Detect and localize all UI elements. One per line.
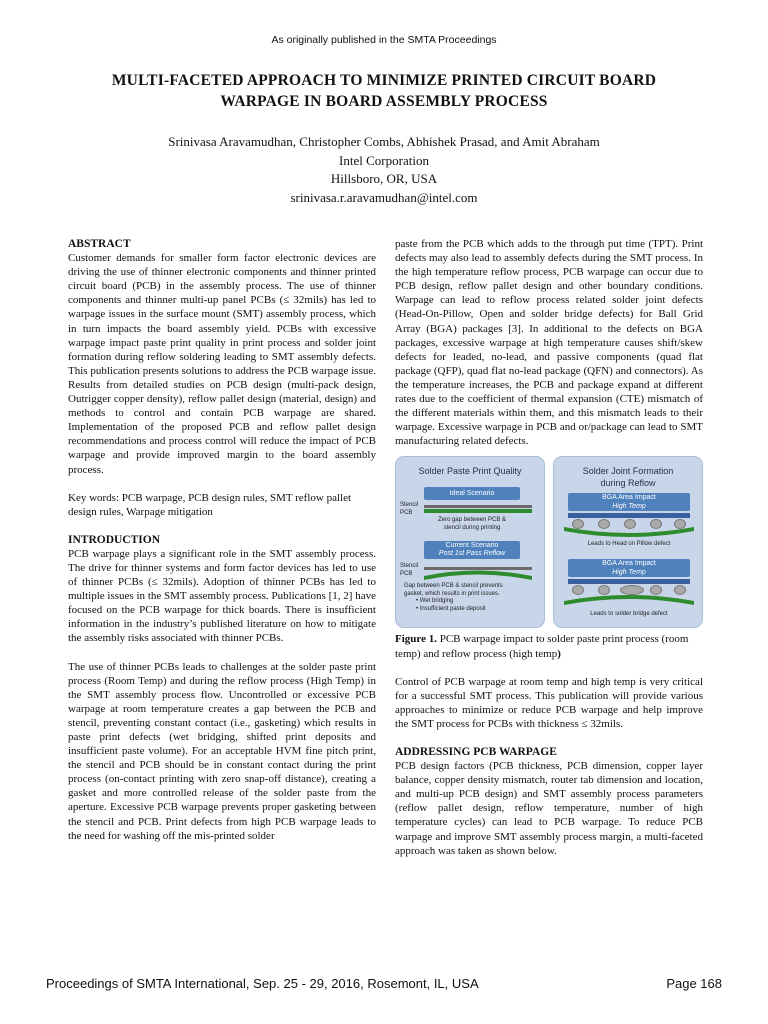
author-org: Intel Corporation [339,152,429,168]
publication-note: As originally published in the SMTA Proceedings [271,34,497,46]
figure-1 [395,456,703,628]
current-scenario-text: Current Scenario [445,542,499,550]
addressing-heading: ADDRESSING PCB WARPAGE [395,745,557,758]
keywords: Key words: PCB warpage, PCB design rules, SMT reflow pallet design rules, Warpage mitigation [68,491,352,518]
figure-caption-label: Figure 1. [395,633,437,646]
author-email: srinivasa.r.aravamudhan@intel.com [290,189,478,205]
right-paragraph-1: paste from the PCB which adds to the through put time (TPT). Print defects may also lead to assembly defects during the SMT process. In the high temperature reflow process, PCB warpage can occur due to PCB design, reflow pallet design and other boundary conditions. Warpage can lead to reflow process related solder joint defects (Head-On-Pillow, Open and solder bridge defects) for Ball Grid Array (BGA) packages [3]. In additional to the defects on BGA packages, excessive warpage at high temperature causes shift/skew defects for leaded, no-lead, and passive components (quad flat package (QFP), quad flat no-lead package (QFN) and connectors). As the temperature increases, the PCB and package expand at different rates due to the coefficient of thermal expansion (CTE) mismatch of the different materials within them, and this mismatch leads to their warpage. Excessive warpage in PCB and or/package can lead to SMT manufacturing related defects. [395,238,703,448]
introduction-heading: INTRODUCTION [68,533,161,546]
joint-title-line-1: Solder Joint Formation [582,466,674,477]
bga-impact-text-1: BGA Area Impact [602,494,656,502]
author-block [0,133,768,207]
page-number: Page 168 [666,976,722,991]
high-temp-text-2: High Temp [612,568,646,576]
introduction-paragraph-2: The use of thinner PCBs leads to challenges at the solder paste print process (Room Temp) and during the reflow process (High Temp) in the SMT assembly process flow. Uncontrolled or excessive PCB warpage at room temperature creates a gap between the PCB and stencil, preventing constant contact (i.e., gasketing) which results in paste print defects (wet bridging, shifted print deposits and insufficient paste volume). For an acceptable HVM fine pitch print, the stencil and PCB should be in constant contact during the print process (on-contact printing with zero snap-off distance), creating a gasket and more controlled release of the solder paste from the aperture. Excessive PCB warpage prevents proper gasketing between the stencil and PCB. Print defects from high PCB warpage leads to the need for washing off the mis-printed solder [68,660,376,842]
author-location: Hillsboro, OR, USA [330,171,438,186]
right-paragraph-2: Control of PCB warpage at room temp and high temp is very critical for a successful SMT process. This publication will provide various approaches to minimize or reduce PCB warpage and help improve the SMT process for PCBs with thickness ≤ 32mils. [395,675,703,730]
print-quality-title: Solder Paste Print Quality [418,466,522,477]
title-line-1: MULTI-FACETED APPROACH TO MINIMIZE PRINTED CIRCUIT BOARD [111,72,657,89]
gap-bullet-1: • Wet bridging [416,598,454,605]
zero-gap-line-2: stencil during printing [443,524,501,531]
figure-caption-end: ) [557,647,561,660]
paper-title [40,70,728,112]
bga-impact-label-1 [568,493,690,511]
abstract-body: Customer demands for smaller form factor electronic devices are driving the use of thinner electronic components and thinner printed circuit board (PCB) in the assembly process. The use of thinner components and thinner multi-up panel PCBs (≤ 32mils) has led to warpage issues in the surface mount (SMT) assembly process, which in turn impacts the board assembly yield. PCBs with excessive warpage impact paste print quality in print process and solder joint formation during reflow soldering leading to SMT assembly defects. This publication presents solutions to address the PCB warpage issue. Results from detailed studies on PCB design (multi-pack design, Outrigger copper density), reflow pallet design (material, design) and methods to control and contain PCB warpage are shared. Implementation of the proposed PCB and reflow pallet design recommendations and process control will reduce the impact of PCB warpage and provide improved margin to the board assembly process. [68,252,376,476]
gap-note-line-2: gasket, which results in print issues. [404,590,500,597]
zero-gap-line-1: Zero gap between PCB & [437,517,507,524]
warped-board-bridge [564,591,694,605]
right-column [395,237,703,858]
print-quality-panel [395,456,545,628]
author-names: Srinivasa Aravamudhan, Christopher Combs, Abhishek Prasad, and Amit Abraham [168,134,600,149]
warped-board-hop [564,525,694,539]
post-pass-text: Post 1st Pass Reflow [438,550,506,558]
bga-impact-label-2 [568,559,690,577]
pcb-label: PCB [400,510,413,517]
bga-impact-text-2: BGA Area Impact [602,560,656,568]
package-bar-2 [568,579,690,584]
introduction-paragraph-1: PCB warpage plays a significant role in the SMT assembly process. The drive for thinner systems and form factor devices has led to use of thinner PCBs (≤ 32mils). Adoption of thinner PCBs has led to multiple issues in the SMT assembly process. Publications [1, 2] have focused on the PCB warpage for thick boards. There is insufficient information in the industry’s published literature on how to mitigate the assembly risks associated with thinner PCBs. [68,547,376,645]
joint-formation-panel [553,456,703,628]
current-scenario-label [424,541,520,559]
stencil-label: Stencil [400,502,419,509]
joint-title-line-2: during Reflow [600,478,656,489]
gap-bullet-2: • Insufficient paste deposit [416,605,486,612]
stencil-bar [424,505,532,508]
pcb-label-2: PCB [400,571,413,578]
hop-defect-note: Leads to Head on Pillow defect [587,541,671,548]
zero-gap-note [416,517,528,532]
warped-pcb-shape [424,567,532,581]
stencil-label-2: Stencil [400,563,419,570]
bridge-defect-note: Leads to solder bridge defect [590,611,668,618]
left-column [68,237,376,843]
figure-caption [395,632,703,660]
title-line-2: WARPAGE IN BOARD ASSEMBLY PROCESS [220,93,548,110]
high-temp-text-1: High Temp [612,502,646,510]
abstract-heading: ABSTRACT [68,238,131,250]
footer-proceedings: Proceedings of SMTA International, Sep. 25 - 29, 2016, Rosemont, IL, USA [46,976,479,991]
package-bar-1 [568,513,690,518]
gap-note-line-1: Gap between PCB & stencil prevents [404,583,503,590]
right-paragraph-3: PCB design factors (PCB thickness, PCB dimension, copper layer balance, copper density mismatch, router tab dimension and location, and multi-up PCB design) and SMT assembly process parameters (reflow pallet design, reflow temperature, number of high temperature cycles) can lead to PCB warpage. To reduce PCB warpage and improve SMT assembly process margin, a multi-faceted approach was taken as shown below. [395,760,703,857]
pcb-bar [424,509,532,513]
figure-caption-text: PCB warpage impact to solder paste print process (room temp) and reflow process (high temp [395,633,689,660]
joint-formation-title [554,465,702,489]
gap-note [404,583,540,613]
ideal-scenario-label: Ideal Scenario [424,487,520,500]
